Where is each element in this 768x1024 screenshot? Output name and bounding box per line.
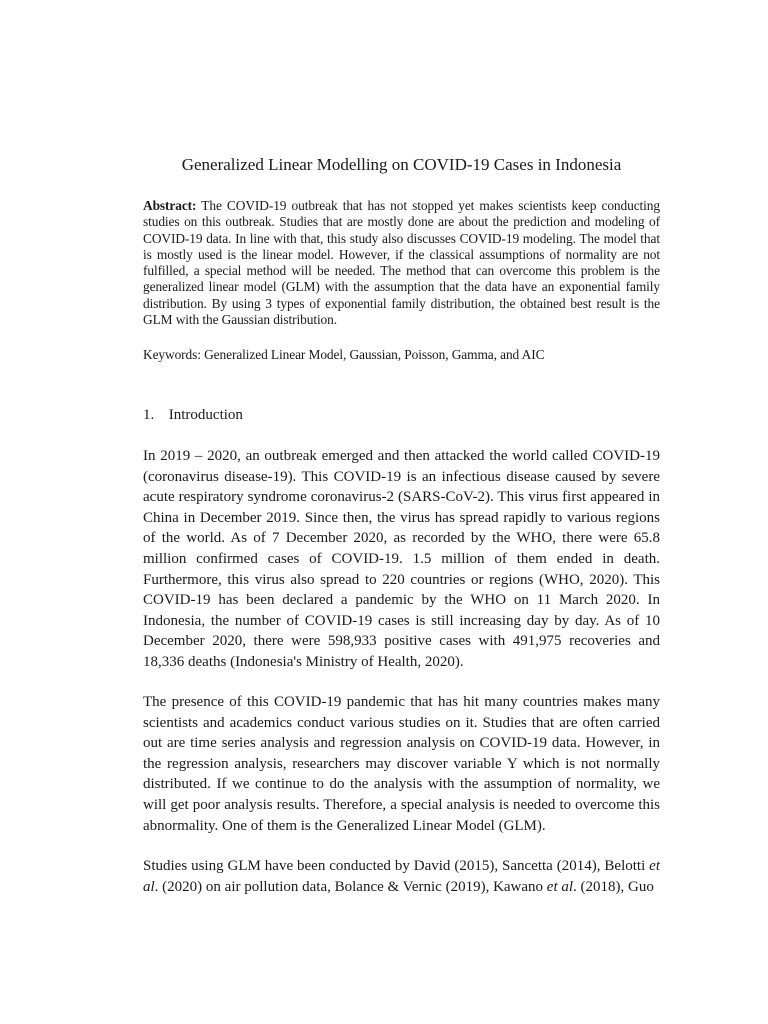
abstract-label: Abstract: [143, 198, 197, 213]
abstract [143, 198, 660, 328]
section-title: Introduction [168, 407, 243, 423]
et-al-italic: et al [143, 858, 660, 895]
section-heading-introduction [143, 405, 243, 425]
intro-paragraph-1: In 2019 – 2020, an outbreak emerged and then attacked the world called COVID-19 (coronavirus disease-19). This COVID-19 is an infectious disease caused by severe acute respiratory syndrome coronavirus-2 (SARS-CoV-2). This virus first appeared in China in December 2019. Since then, the virus has spread rapidly to various regions of the world. As of 7 December 2020, as recorded by the WHO, there were 65.8 million confirmed cases of COVID-19. 1.5 million of them ended in death. Furthermore, this virus also spread to 220 countries or regions (WHO, 2020). This COVID-19 has been declared a pandemic by the WHO on 11 March 2020. In Indonesia, the number of COVID-19 cases is still increasing day by day. As of 10 December 2020, there were 598,933 positive cases with 491,975 recoveries and 18,336 deaths (Indonesia's Ministry of Health, 2020). [143, 448, 660, 670]
keywords: Keywords: Generalized Linear Model, Gaussian, Poisson, Gamma, and AIC [143, 347, 545, 362]
et-al-italic: et al [546, 878, 574, 895]
paper-title: Generalized Linear Modelling on COVID-19 Cases in Indonesia [181, 155, 622, 174]
intro-paragraph-2: The presence of this COVID-19 pandemic that has hit many countries makes many scientists and academics conduct various studies on it. Studies that are often carried out are time series analysis and regression analysis on COVID-19 data. However, in the regression analysis, researchers may discover variable Y which is not normally distributed. If we continue to do the analysis with the assumption of normality, we will get poor analysis results. Therefore, a special analysis is needed to overcome this abnormality. One of them is the Generalized Linear Model (GLM). [143, 694, 660, 834]
section-number: 1. [143, 407, 155, 423]
intro-paragraph-3: Studies using GLM have been conducted by David (2015), Sancetta (2014), Belotti et al. (2020) on air pollution data, Bolance & Vernic (2019), Kawano et al. (2018), Guo [143, 858, 660, 895]
abstract-text: The COVID-19 outbreak that has not stopped yet makes scientists keep conducting studies on this outbreak. Studies that are mostly done are about the prediction and modeling of COVID-19 data. In line with that, this study also discusses COVID-19 modeling. The model that is mostly used is the linear model. However, if the classical assumptions of normality are not fulfilled, a special method will be needed. The method that can overcome this problem is the generalized linear model (GLM) with the assumption that the data have an exponential family distribution. By using 3 types of exponential family distribution, the obtained best result is the GLM with the Gaussian distribution. [143, 198, 660, 328]
